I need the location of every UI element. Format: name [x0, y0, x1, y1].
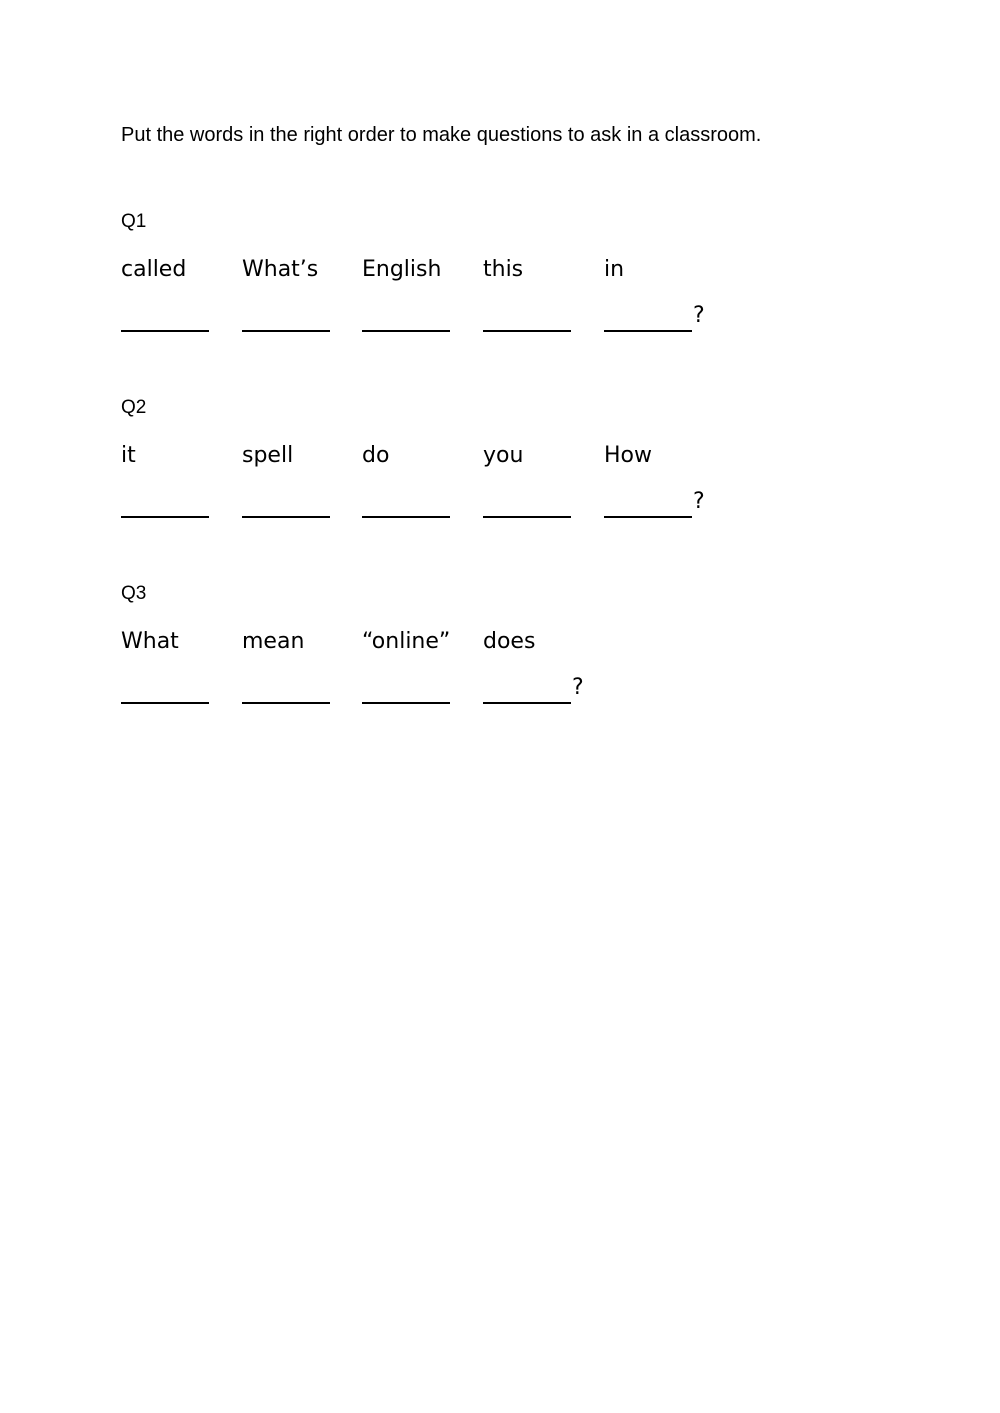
question-label: Q1 — [121, 211, 147, 232]
answer-blank[interactable] — [362, 488, 450, 518]
answer-blank[interactable] — [604, 488, 692, 518]
answer-row — [121, 488, 881, 522]
answer-blank[interactable] — [362, 674, 450, 704]
word-chip: English — [362, 257, 442, 282]
answer-blank[interactable] — [242, 674, 330, 704]
word-chip: What — [121, 629, 179, 654]
answer-blank[interactable] — [362, 302, 450, 332]
answer-row — [121, 674, 881, 708]
answer-blank[interactable] — [121, 488, 209, 518]
answer-blank[interactable] — [483, 488, 571, 518]
answer-blank[interactable] — [242, 488, 330, 518]
answer-blank[interactable] — [604, 302, 692, 332]
question-mark: ? — [693, 489, 705, 514]
word-chip: “online” — [362, 629, 451, 654]
word-chip: How — [604, 443, 652, 468]
word-chip: mean — [242, 629, 305, 654]
word-bank — [121, 628, 881, 658]
word-bank — [121, 256, 881, 286]
word-chip: this — [483, 257, 524, 282]
question-mark: ? — [572, 675, 584, 700]
word-chip: does — [483, 629, 536, 654]
answer-blank[interactable] — [121, 674, 209, 704]
word-chip: spell — [242, 443, 294, 468]
question-label: Q3 — [121, 583, 147, 604]
word-chip: it — [121, 443, 136, 468]
answer-blank[interactable] — [121, 302, 209, 332]
answer-blank[interactable] — [483, 302, 571, 332]
word-chip: you — [483, 443, 524, 468]
answer-blank[interactable] — [483, 674, 571, 704]
word-chip: do — [362, 443, 390, 468]
question-label: Q2 — [121, 397, 147, 418]
answer-row — [121, 302, 881, 336]
word-chip: in — [604, 257, 625, 282]
word-chip: called — [121, 257, 187, 282]
answer-blank[interactable] — [242, 302, 330, 332]
question-mark: ? — [693, 303, 705, 328]
word-chip: What’s — [242, 257, 319, 282]
instructions-text: Put the words in the right order to make questions to ask in a classroom. — [121, 124, 762, 146]
word-bank — [121, 442, 881, 472]
